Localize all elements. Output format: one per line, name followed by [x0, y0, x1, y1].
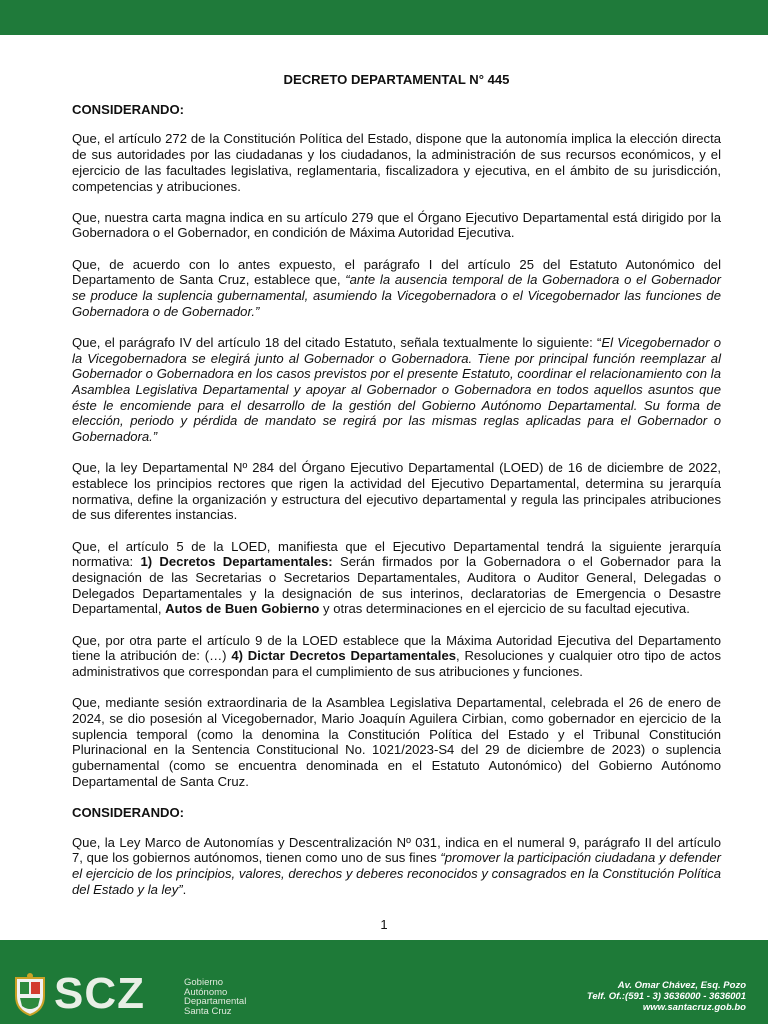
coat-of-arms-icon	[12, 972, 48, 1016]
scz-logo: SCZ	[54, 969, 145, 1018]
logo-sub-line-4: Santa Cruz	[184, 1005, 232, 1017]
contact-info	[587, 980, 746, 1013]
paragraph-7-text-b: , Resoluciones y cualquier otro tipo de actos administrativos que correspondan para el cumplimiento de sus atribuciones y funciones.	[72, 648, 721, 680]
paragraph-1: Que, el artículo 272 de la Constitución Política del Estado, dispone que la autonomía implica la elección directa de sus autoridades por las ciudadanas y los ciudadanos, la administración de sus recursos económicos, y el ejercicio de las facultades legislativa, reglamentaria, fiscalizadora y ejecutiva, en el ámbito de su jurisdicción, competencias y atribuciones.	[72, 131, 721, 194]
paragraph-7	[72, 633, 721, 680]
paragraph-6-text-a: Que, el artículo 5 de la LOED, manifiesta que el Ejecutivo Departamental tendrá la siguiente jerarquía normativa:	[72, 538, 721, 570]
paragraph-9-end: .	[182, 881, 187, 897]
paragraph-5: Que, la ley Departamental Nº 284 del Órgano Ejecutivo Departamental (LOED) de 16 de diciembre de 2022, establece los principios rectores que rigen la actividad del Ejecutivo Departamental, determina su jerarquía normativa, define la organización y estructura del ejecutivo departamental y regula las principales atribuciones de sus diferentes instancias.	[72, 460, 721, 523]
paragraph-7-bold: 4) Dictar Decretos Departamentales	[231, 648, 457, 664]
logo-sub-line-1: Gobierno	[184, 977, 224, 988]
header-bar	[0, 0, 768, 35]
paragraph-9-text: Que, la Ley Marco de Autonomías y Descentralización Nº 031, indica en el numeral 9, parágrafo II del artículo 7, que los gobiernos autónomos, tienen como uno de sus fines	[72, 834, 721, 866]
phone-text: Telf. Of.:(591 - 3) 3636000 - 3636001	[586, 991, 746, 1002]
paragraph-2: Que, nuestra carta magna indica en su artículo 279 que el Órgano Ejecutivo Departamental está dirigido por la Gobernadora o el Gobernador, en condición de Máxima Autoridad Ejecutiva.	[72, 209, 721, 241]
website-link[interactable]: www.santacruz.gob.bo	[642, 1002, 746, 1013]
logo-sub-line-3: Departamental	[184, 996, 247, 1007]
section-heading-2: CONSIDERANDO:	[72, 805, 185, 821]
document-title: DECRETO DEPARTAMENTAL N° 445	[283, 72, 510, 87]
paragraph-4-quote: El Vicegobernador o la Vicegobernadora se elegirá junto al Gobernador o Gobernadora. Tiene por principal función reemplazar al Gobernador o Gobernadora en los casos previstos por el presente Estatuto, coordinar el relacionamiento con la Asamblea Legislativa Departamental y apoyar al Gobernador o Gobernadora en todos aquellos asuntos que éste le encomiende para el desarrollo de la gestión del Gobierno Autónomo Departamental. Su forma de elección, periodo y pérdida de mandato se regirá por las mismas reglas aplicadas para el Gobernador o Gobernadora.”	[72, 334, 721, 445]
paragraph-8: Que, mediante sesión extraordinaria de la Asamblea Legislativa Departamental, celebrada el 26 de enero de 2024, se dio posesión al Vicegobernador, Mario Joaquín Aguilera Cirbian, como gobernador en ejercicio de la suplencia temporal (como la denomina la Constitución Política del Estado y el Tribunal Constitución Plurinacional en la Sentencia Constitucional No. 1021/2023-S4 del 29 de diciembre de 2023) o suplencia gubernamental (como se encuentra denominada en el Estatuto Autonómico) del Gobierno Autónomo Departamental de Santa Cruz.	[72, 695, 721, 789]
paragraph-7-text-a: Que, por otra parte el artículo 9 de la LOED establece que la Máxima Autoridad Ejecutiva del Departamento tiene la atribución de: (…)	[72, 632, 721, 664]
paragraph-3-quote: “ante la ausencia temporal de la Gobernadora o el Gobernador se produce la suplencia gubernamental, asumiendo la Vicegobernadora o el Vicegobernador las funciones de Gobernadora o de Gobernador.”	[72, 272, 721, 319]
paragraph-6-bold-a: 1) Decretos Departamentales:	[140, 554, 333, 570]
paragraph-6	[72, 539, 721, 618]
paragraph-9-quote: “promover la participación ciudadana y defender el ejercicio de los principios, valores, derechos y deberes reconocidos y consagrados en la Constitución Política del Estado y la ley”	[72, 850, 721, 897]
page-number: 1	[380, 917, 388, 932]
paragraph-9	[72, 835, 721, 898]
paragraph-6-text-c: y otras determinaciones en el ejercicio de su facultad ejecutiva.	[319, 601, 690, 617]
logo-subtitle	[184, 978, 246, 1016]
paragraph-6-text-b: Serán firmados por la Gobernadora o el Gobernador para la designación de las Secretarias o Secretarios Departamentales, Auditora o Auditor General, Delegadas o Delegados Departamentales y la designación de sus interinos, declaratorias de Emergencia o Desastre Departamental,	[72, 554, 722, 617]
paragraph-6-bold-b: Autos de Buen Gobierno	[165, 601, 320, 617]
paragraph-4-text: Que, el parágrafo IV del artículo 18 del citado Estatuto, señala textualmente lo siguiente: “	[72, 334, 602, 350]
section-heading: CONSIDERANDO:	[72, 101, 185, 117]
address-text: Av. Omar Chávez, Esq. Pozo	[617, 980, 746, 991]
paragraph-3-text: Que, de acuerdo con lo antes expuesto, el parágrafo I del artículo 25 del Estatuto Autonómico del Departamento de Santa Cruz, establece que,	[72, 256, 721, 288]
paragraph-4	[72, 335, 721, 445]
logo-sub-line-2: Autónomo	[184, 986, 228, 998]
document-body	[72, 72, 721, 913]
paragraph-3	[72, 257, 721, 320]
footer-bar	[0, 940, 768, 1024]
